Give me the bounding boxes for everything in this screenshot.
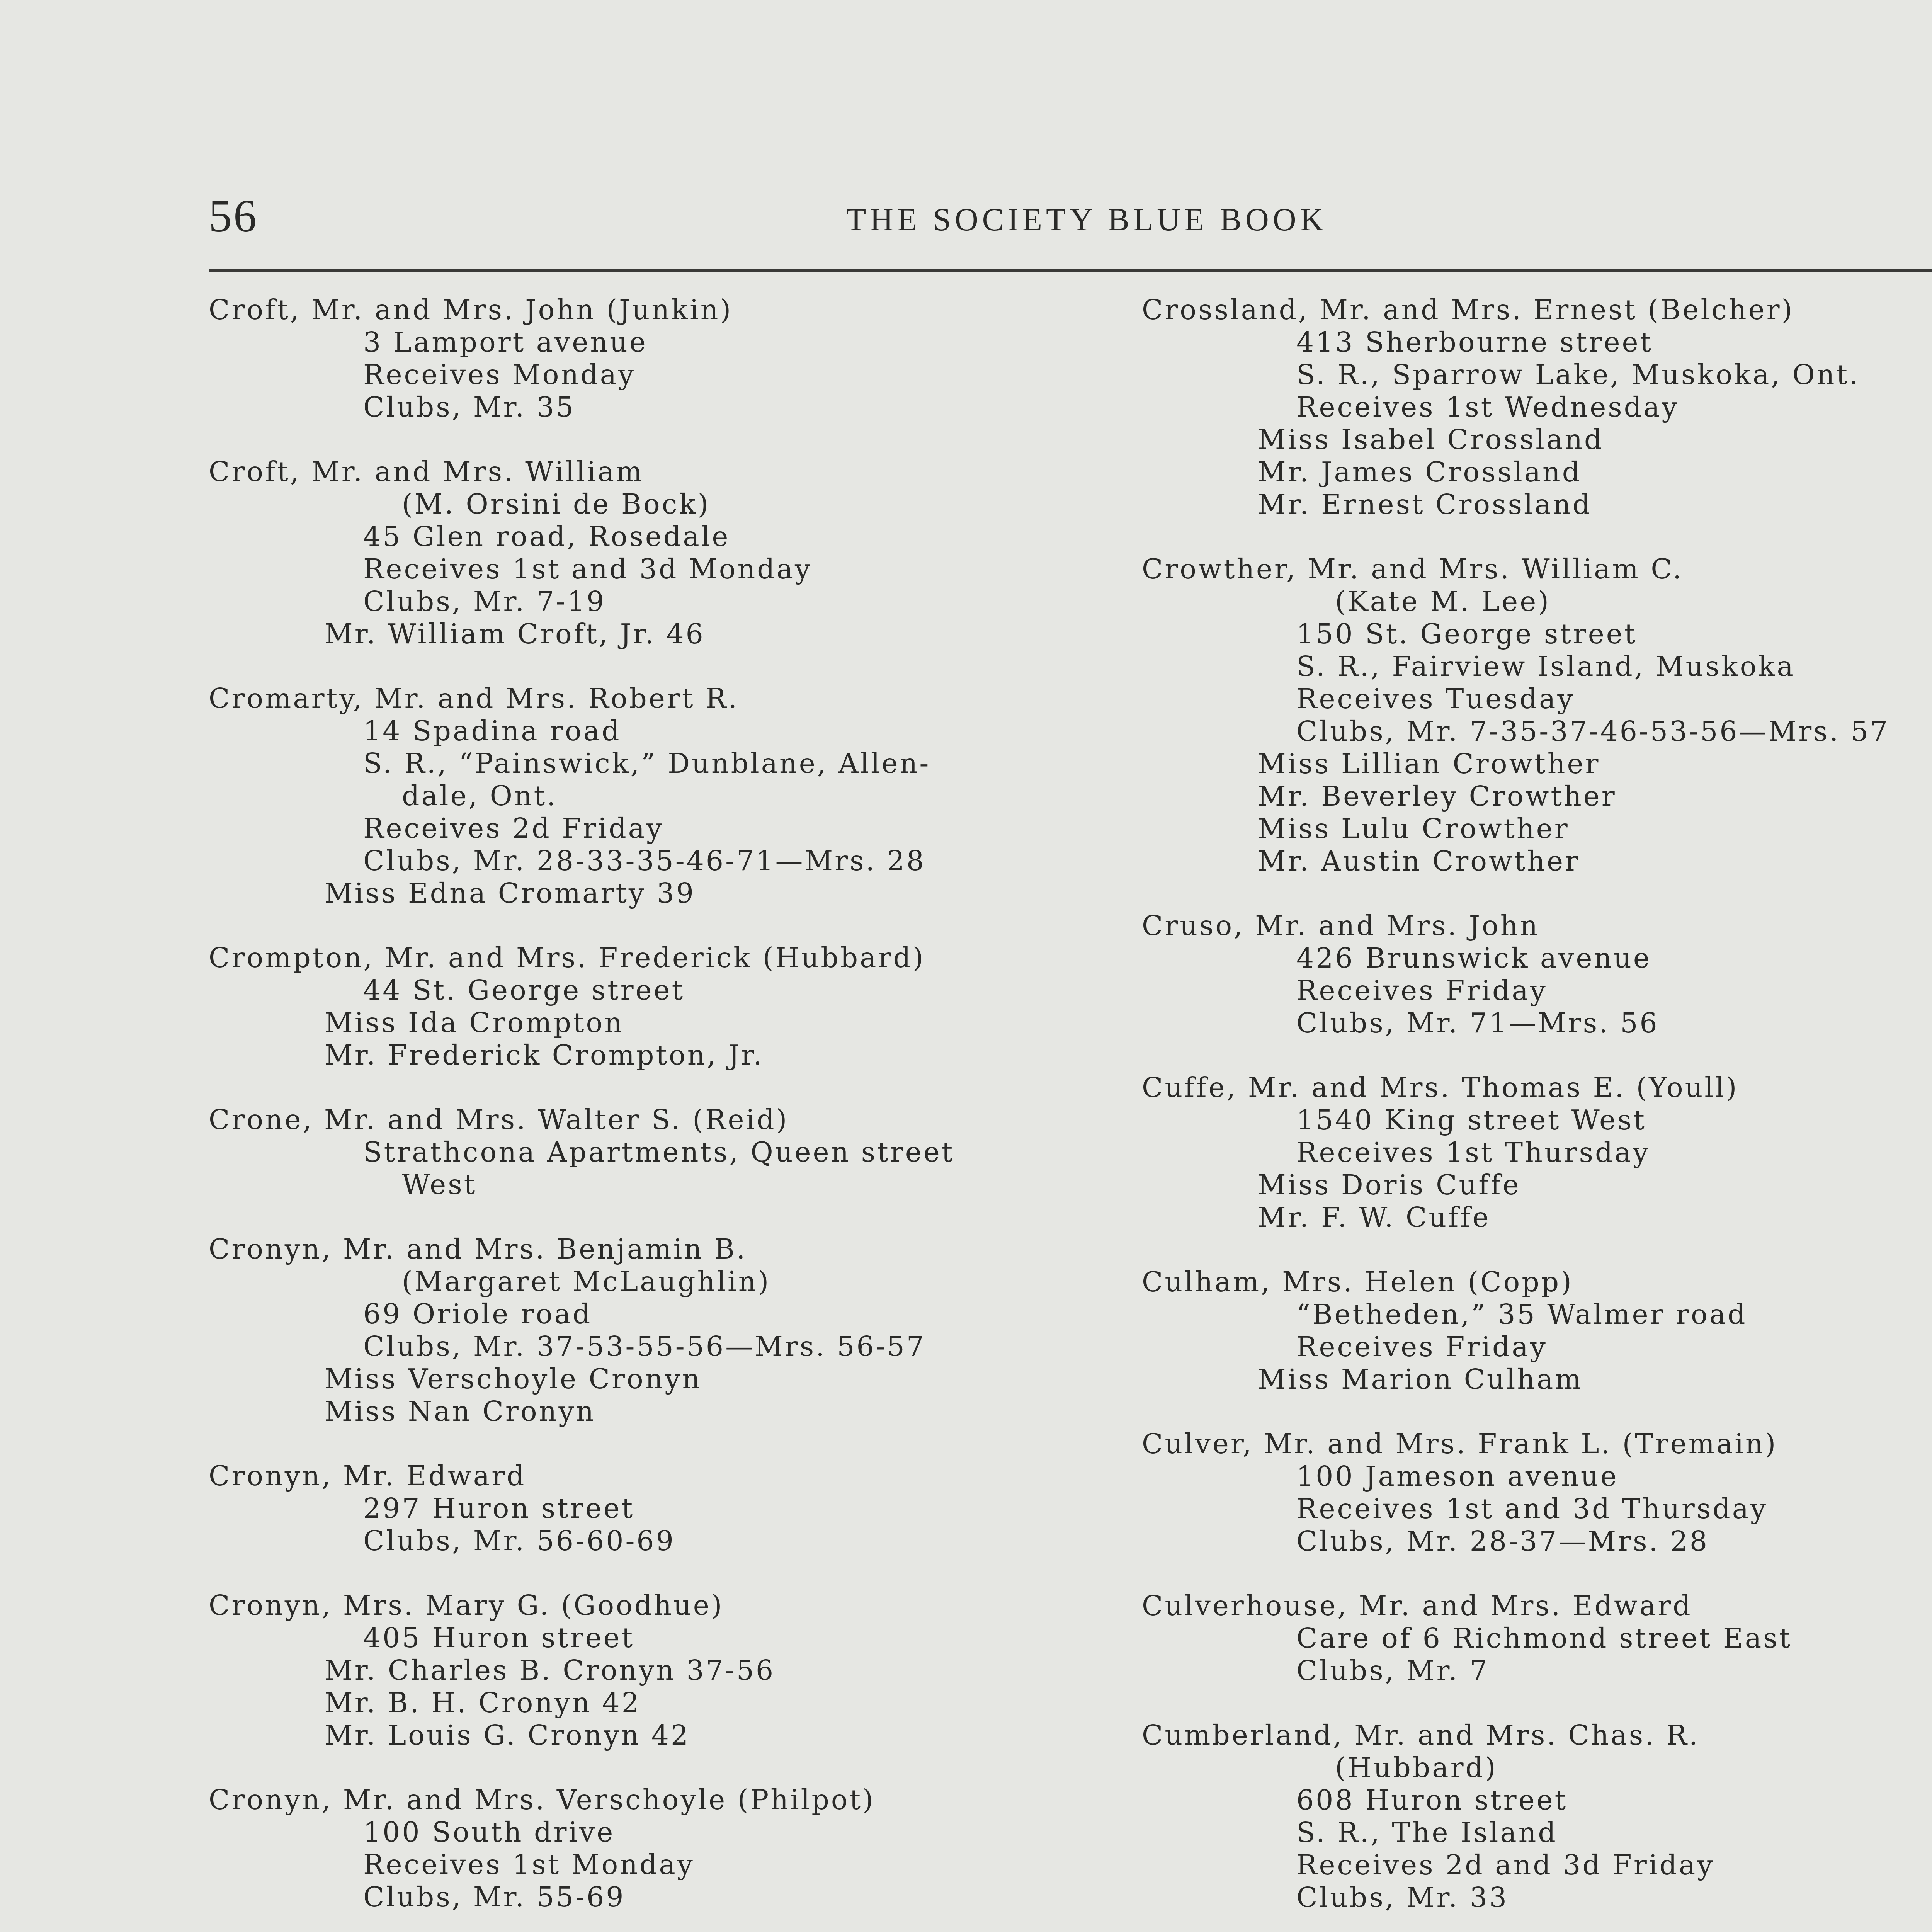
entry-line: 44 St. George street	[363, 974, 685, 1006]
entry-line: 405 Huron street	[363, 1622, 635, 1654]
entry-heading: Crowther, Mr. and Mrs. William C.	[1142, 553, 1684, 585]
entry-line: Mr. Charles B. Cronyn 37-56	[325, 1654, 776, 1686]
entry-line: S. R., “Painswick,” Dunblane, Allen-	[363, 747, 931, 779]
entry-line: Clubs, Mr. 33	[1296, 1881, 1509, 1913]
entry-line: Receives 1st and 3d Monday	[363, 553, 813, 585]
entry-line: Mr. Ernest Crossland	[1258, 488, 1592, 520]
directory-entry	[209, 942, 1097, 1071]
entry-line: Receives 2d Friday	[363, 812, 664, 844]
entry-line: 45 Glen road, Rosedale	[363, 520, 730, 553]
directory-entry	[209, 682, 1097, 910]
entry-line: Miss Marion Culham	[1258, 1363, 1583, 1395]
entry-line: 14 Spadina road	[363, 715, 621, 747]
entry-heading: Crompton, Mr. and Mrs. Frederick (Hubbard)	[209, 942, 925, 974]
entry-line: dale, Ont.	[402, 780, 558, 812]
entry-line: S. R., The Island	[1296, 1816, 1558, 1849]
entry-line: Mr. James Crossland	[1258, 456, 1582, 488]
entry-line: 69 Oriole road	[363, 1298, 592, 1330]
entry-heading: Cronyn, Mr. and Mrs. Benjamin B.	[209, 1233, 747, 1265]
entry-line: Miss Nan Cronyn	[325, 1395, 596, 1427]
entry-line: 150 St. George street	[1296, 618, 1638, 650]
entry-line: 426 Brunswick avenue	[1296, 942, 1651, 974]
entry-heading: Cuffe, Mr. and Mrs. Thomas E. (Youll)	[1142, 1071, 1739, 1104]
page-number: 56	[209, 190, 258, 242]
directory-entry	[1142, 1071, 1932, 1234]
directory-entry	[1142, 1590, 1932, 1687]
entry-line: Receives 1st Wednesday	[1296, 391, 1679, 423]
entry-line: Clubs, Mr. 56-60-69	[363, 1525, 675, 1557]
entry-line: Clubs, Mr. 7-19	[363, 585, 606, 617]
entry-line: Miss Isabel Crossland	[1258, 423, 1604, 456]
entry-heading: Cruso, Mr. and Mrs. John	[1142, 910, 1540, 942]
directory-entry	[209, 1104, 1097, 1201]
entry-line: Miss Edna Cromarty 39	[325, 877, 696, 909]
entry-line: Mr. B. H. Cronyn 42	[325, 1687, 641, 1719]
entry-line: Mr. Louis G. Cronyn 42	[325, 1719, 690, 1751]
entry-heading: Croft, Mr. and Mrs. John (Junkin)	[209, 294, 733, 326]
left-column	[209, 294, 1097, 1932]
entry-heading: Croft, Mr. and Mrs. William	[209, 456, 644, 488]
entry-line: Miss Lillian Crowther	[1258, 748, 1600, 780]
entry-line: 100 Jameson avenue	[1296, 1460, 1619, 1492]
entry-line: Clubs, Mr. 37-53-55-56—Mrs. 56-57	[363, 1330, 926, 1362]
directory-entry	[209, 1589, 1097, 1752]
entry-line: Clubs, Mr. 71—Mrs. 56	[1296, 1007, 1659, 1039]
entry-line: West	[402, 1168, 477, 1201]
entry-line: Clubs, Mr. 35	[363, 391, 576, 423]
entry-line: Strathcona Apartments, Queen street	[363, 1136, 955, 1168]
entry-line: Miss Ida Crompton	[325, 1007, 624, 1039]
entry-line: Receives 1st and 3d Thursday	[1296, 1493, 1768, 1525]
entry-line: 100 South drive	[363, 1816, 615, 1848]
entry-line: Mr. Austin Crowther	[1258, 845, 1580, 877]
directory-entry	[1142, 1428, 1932, 1558]
entry-heading: Cumberland, Mr. and Mrs. Chas. R.	[1142, 1719, 1700, 1751]
entry-line: Receives Friday	[1296, 975, 1548, 1007]
entry-line: Receives 1st Thursday	[1296, 1136, 1650, 1168]
directory-entry	[209, 1460, 1097, 1557]
entry-heading: Cronyn, Mr. and Mrs. Verschoyle (Philpot)	[209, 1784, 875, 1816]
entry-line: Miss Doris Cuffe	[1258, 1169, 1521, 1201]
entry-line: 297 Huron street	[363, 1492, 635, 1524]
entry-line: 1540 King street West	[1296, 1104, 1646, 1136]
directory-entry	[1142, 553, 1932, 878]
directory-entry	[209, 456, 1097, 650]
entry-line: Miss Verschoyle Cronyn	[325, 1363, 702, 1395]
entry-line: Clubs, Mr. 7	[1296, 1655, 1489, 1687]
entry-line: (Hubbard)	[1335, 1752, 1498, 1784]
entry-line: Receives Monday	[363, 359, 636, 391]
entry-line: 3 Lamport avenue	[363, 326, 648, 358]
entry-line: Mr. Beverley Crowther	[1258, 780, 1617, 812]
page-header	[209, 189, 1932, 247]
directory-entry	[1142, 910, 1932, 1039]
directory-entry	[1142, 294, 1932, 521]
entry-line: S. R., Sparrow Lake, Muskoka, Ont.	[1296, 359, 1860, 391]
entry-line: 608 Huron street	[1296, 1784, 1568, 1816]
directory-entry	[209, 1784, 1097, 1913]
entry-heading: Crossland, Mr. and Mrs. Ernest (Belcher)	[1142, 294, 1794, 326]
entry-line: Mr. Frederick Crompton, Jr.	[325, 1039, 764, 1071]
entry-line: S. R., Fairview Island, Muskoka	[1296, 650, 1795, 682]
entry-line: Mr. William Croft, Jr. 46	[325, 618, 705, 650]
directory-entry	[1142, 1719, 1932, 1914]
entry-heading: Cronyn, Mrs. Mary G. (Goodhue)	[209, 1589, 724, 1621]
entry-heading: Crone, Mr. and Mrs. Walter S. (Reid)	[209, 1104, 789, 1136]
right-column	[1142, 294, 1932, 1932]
entry-line: 413 Sherbourne street	[1296, 326, 1653, 358]
entry-line: “Betheden,” 35 Walmer road	[1296, 1298, 1747, 1330]
header-rule	[209, 269, 1932, 272]
entry-line: Receives Tuesday	[1296, 683, 1575, 715]
directory-entry	[209, 1233, 1097, 1428]
entry-line: Miss Lulu Crowther	[1258, 813, 1570, 845]
running-head: THE SOCIETY BLUE BOOK	[846, 202, 1328, 238]
entry-line: (Kate M. Lee)	[1335, 585, 1551, 617]
entry-line: Clubs, Mr. 55-69	[363, 1881, 626, 1913]
entry-line: Care of 6 Richmond street East	[1296, 1622, 1793, 1654]
directory-entry	[209, 294, 1097, 423]
entry-line: Mr. F. W. Cuffe	[1258, 1201, 1491, 1233]
entry-line: Clubs, Mr. 28-33-35-46-71—Mrs. 28	[363, 845, 926, 877]
entry-heading: Culham, Mrs. Helen (Copp)	[1142, 1266, 1573, 1298]
entry-line: Clubs, Mr. 28-37—Mrs. 28	[1296, 1525, 1709, 1557]
entry-heading: Cronyn, Mr. Edward	[209, 1460, 526, 1492]
directory-entry	[1142, 1266, 1932, 1396]
entry-line: (Margaret McLaughlin)	[402, 1265, 771, 1298]
entry-heading: Cromarty, Mr. and Mrs. Robert R.	[209, 682, 739, 714]
entry-heading: Culverhouse, Mr. and Mrs. Edward	[1142, 1590, 1692, 1622]
entry-line: Receives 2d and 3d Friday	[1296, 1849, 1715, 1881]
entry-heading: Culver, Mr. and Mrs. Frank L. (Tremain)	[1142, 1428, 1778, 1460]
entry-line: (M. Orsini de Bock)	[402, 488, 711, 520]
entry-line: Clubs, Mr. 7-35-37-46-53-56—Mrs. 57	[1296, 715, 1890, 747]
entry-line: Receives Friday	[1296, 1331, 1548, 1363]
entry-line: Receives 1st Monday	[363, 1849, 695, 1881]
